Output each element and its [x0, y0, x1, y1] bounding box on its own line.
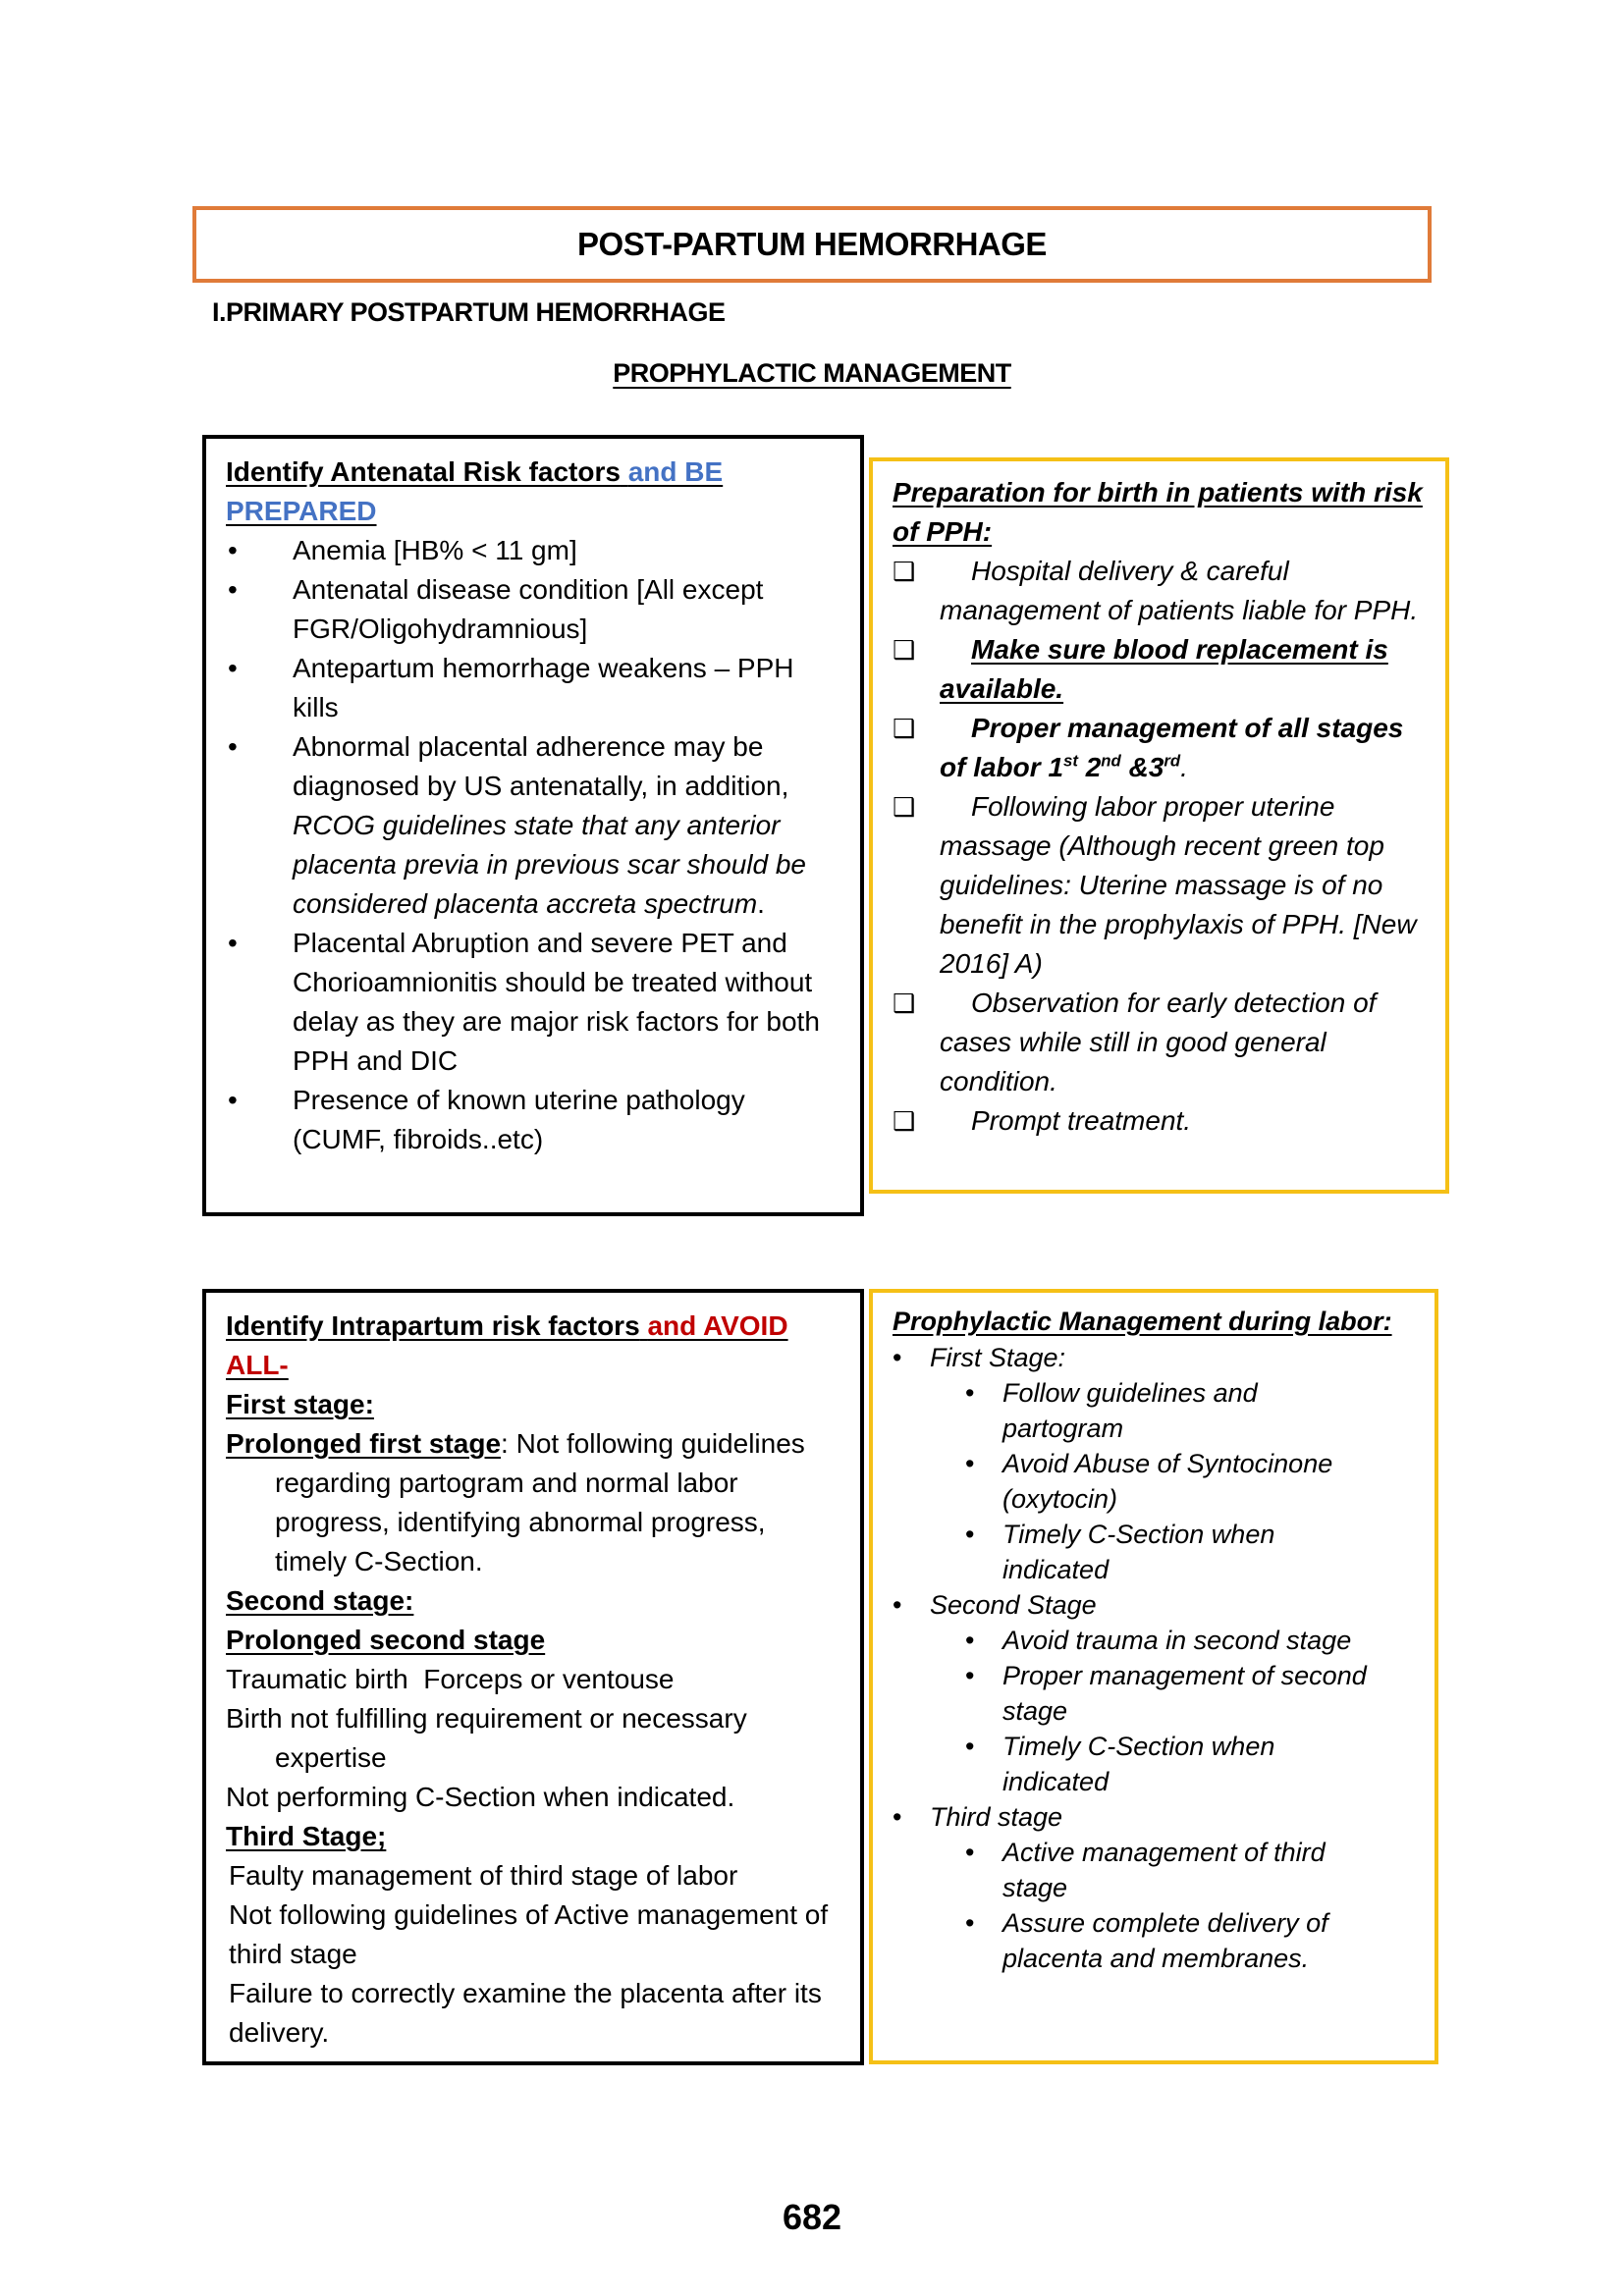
list-item	[226, 1081, 844, 1159]
bullet-icon: •	[228, 574, 238, 605]
list-item	[226, 924, 844, 1081]
checklist-item	[893, 552, 1430, 630]
checklist-item-text: Make sure blood replacement is available.	[940, 634, 1388, 704]
stage-subitem-text: Timely C-Section when indicated	[1002, 1520, 1275, 1584]
checklist-item-text: Prompt treatment.	[971, 1105, 1192, 1136]
rcog-guideline-text: RCOG guidelines state that any anterior placenta previa in previous scar should be considered placenta accreta spectrum	[293, 810, 806, 919]
stage-label: Third stage	[930, 1802, 1063, 1832]
list-item-text: Antenatal disease condition [All except FGR/Oligohydramnious]	[293, 574, 764, 644]
stage-subitem	[893, 1623, 1419, 1658]
stage-item	[893, 1799, 1419, 1835]
stage-subitem	[893, 1446, 1419, 1517]
checkbox-icon: ❑	[893, 792, 916, 822]
bullet-icon: •	[228, 653, 238, 683]
bullet-icon: •	[228, 535, 238, 565]
bullet-icon: •	[965, 1838, 975, 1867]
third-stage-label: Third Stage;	[226, 1821, 387, 1851]
second-stage-item: Traumatic birth Forceps or ventouse	[226, 1664, 675, 1694]
checklist-item-text: Hospital delivery & careful management of patients liable for PPH.	[940, 556, 1419, 625]
title-box	[192, 206, 1432, 283]
page-title: POST-PARTUM HEMORRHAGE	[577, 226, 1047, 262]
checkbox-icon: ❑	[893, 557, 916, 586]
second-stage-item: Not performing C-Section when indicated.	[226, 1782, 735, 1812]
stage-subitem	[893, 1729, 1419, 1799]
stage-subitem	[893, 1658, 1419, 1729]
checklist-item-text: Observation for early detection of cases while still in good general condition.	[940, 988, 1377, 1096]
checklist-item	[893, 709, 1430, 787]
antenatal-risk-box	[202, 435, 864, 1216]
stage-subitem-text: Proper management of second stage	[1002, 1661, 1367, 1726]
bullet-icon: •	[965, 1732, 975, 1761]
list-item	[226, 531, 844, 570]
third-stage-item: Faulty management of third stage of labor	[229, 1860, 738, 1891]
intrapartum-risk-box	[202, 1289, 864, 2065]
preparation-heading: Preparation for birth in patients with risk of PPH:	[893, 477, 1423, 547]
stage-subitem	[893, 1517, 1419, 1587]
bullet-icon: •	[965, 1626, 975, 1655]
list-item-text-tail: .	[757, 888, 765, 919]
labor-management-box	[869, 1289, 1438, 2064]
stage-subitem-text: Assure complete delivery of placenta and membranes.	[1002, 1908, 1328, 1973]
list-item	[226, 649, 844, 727]
stage-label: Second Stage	[930, 1590, 1097, 1620]
stage-subitem-text: Avoid Abuse of Syntocinone (oxytocin)	[1002, 1449, 1333, 1514]
bullet-icon: •	[965, 1449, 975, 1478]
checklist-item	[893, 787, 1430, 984]
page-number: 682	[782, 2197, 842, 2237]
labor-management-heading: Prophylactic Management during labor:	[893, 1307, 1392, 1336]
third-stage-item: Failure to correctly examine the placenta after its delivery.	[229, 1978, 822, 2048]
bullet-icon: •	[965, 1520, 975, 1549]
second-stage-label: Second stage:	[226, 1585, 414, 1616]
stage-label: First Stage:	[930, 1343, 1066, 1372]
list-item-text-main: Abnormal placental adherence may be diagnosed by US antenatally, in addition,	[293, 731, 789, 801]
antenatal-heading-accent: and BE PREPARED	[226, 456, 724, 526]
stage-subitem	[893, 1905, 1419, 1976]
checklist-item	[893, 630, 1430, 709]
bullet-icon: •	[228, 1085, 238, 1115]
list-item-text: Presence of known uterine pathology (CUMF, fibroids..etc)	[293, 1085, 745, 1154]
stage-subitem	[893, 1835, 1419, 1905]
checkbox-icon: ❑	[893, 988, 916, 1018]
checkbox-icon: ❑	[893, 714, 916, 743]
bullet-icon: •	[893, 1802, 902, 1832]
antenatal-heading	[226, 453, 844, 531]
list-item-text: Placental Abruption and severe PET and Chorioamnionitis should be treated without delay as they are major risk factors for both PPH and DIC	[293, 928, 820, 1076]
prolonged-first-label: Prolonged first stage	[226, 1428, 502, 1459]
bullet-icon: •	[228, 928, 238, 958]
stage-subitem	[893, 1375, 1419, 1446]
bullet-icon: •	[965, 1908, 975, 1938]
checklist-item	[893, 1101, 1430, 1141]
list-item-text: Anemia [HB% < 11 gm]	[293, 535, 577, 565]
bullet-icon: •	[965, 1661, 975, 1690]
antenatal-heading-main: Identify Antenatal Risk factors	[226, 456, 621, 487]
intrapartum-heading	[226, 1307, 844, 1385]
checklist-item-text: Proper management of all stages of labor 1st 2nd &3rd.	[940, 713, 1404, 782]
bullet-icon: •	[893, 1590, 902, 1620]
stage-subitem-text: Follow guidelines and partogram	[1002, 1378, 1258, 1443]
prolonged-first-stage	[226, 1424, 844, 1581]
bullet-icon: •	[965, 1378, 975, 1408]
prolonged-first-text: : Not following guidelines regarding partogram and normal labor progress, identifying abnormal progress, timely C-Section.	[275, 1428, 805, 1576]
subsection-heading	[0, 358, 1624, 389]
list-item-text: Antepartum hemorrhage weakens – PPH kills	[293, 653, 794, 722]
stage-subitem-text: Timely C-Section when indicated	[1002, 1732, 1275, 1796]
list-item	[226, 727, 844, 924]
stage-subitem-text: Active management of third stage	[1002, 1838, 1326, 1902]
intrapartum-heading-main: Identify Intrapartum risk factors	[226, 1310, 640, 1341]
stage-subitem-text: Avoid trauma in second stage	[1002, 1626, 1352, 1655]
list-item-text	[293, 727, 844, 924]
third-stage-item: Not following guidelines of Active management of third stage	[229, 1899, 829, 1969]
checkbox-icon: ❑	[893, 1106, 916, 1136]
list-item	[226, 570, 844, 649]
stage-item	[893, 1340, 1419, 1375]
stage-item	[893, 1587, 1419, 1623]
first-stage-label: First stage:	[226, 1389, 374, 1419]
checklist-item	[893, 984, 1430, 1101]
section-heading: I.PRIMARY POSTPARTUM HEMORRHAGE	[212, 297, 726, 327]
second-stage-item: Birth not fulfilling requirement or necessary expertise	[226, 1703, 747, 1773]
bullet-icon: •	[228, 731, 238, 762]
bullet-icon: •	[893, 1343, 902, 1372]
subsection-heading-text: PROPHYLACTIC MANAGEMENT	[613, 358, 1011, 388]
checkbox-icon: ❑	[893, 635, 916, 665]
checklist-item-text: Following labor proper uterine massage (Although recent green top guidelines: Uterine massage is of no benefit in the prophylaxis of PPH. [New 2016] A)	[940, 791, 1417, 979]
intrapartum-heading-accent: and AVOID ALL-	[226, 1310, 788, 1380]
preparation-box	[869, 457, 1449, 1194]
prolonged-second-label: Prolonged second stage	[226, 1625, 546, 1655]
